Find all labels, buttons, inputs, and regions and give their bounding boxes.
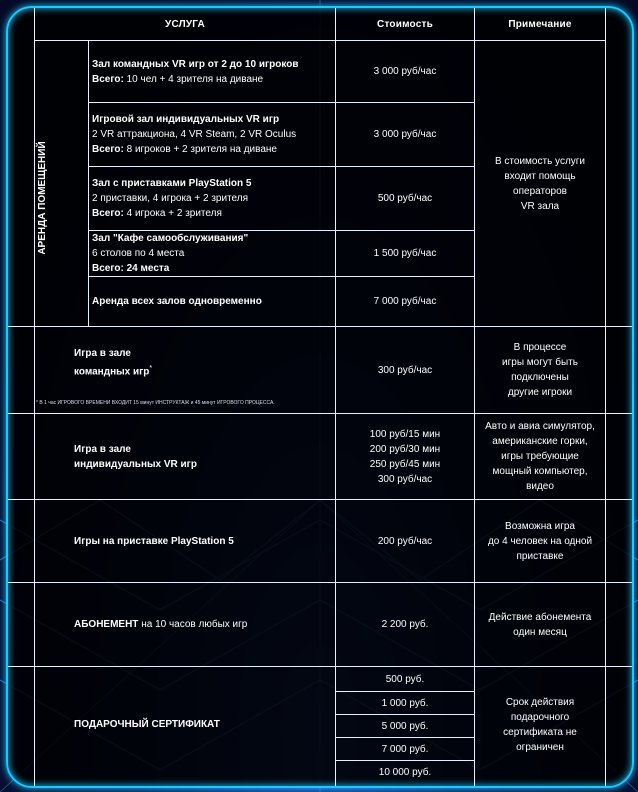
rental-row-1-desc: Зал командных VR игр от 2 до 10 игроков Всего: 10 чел + 4 зрителя на диване bbox=[92, 58, 299, 85]
subscription-title: АБОНЕМЕНТ на 10 часов любых игр bbox=[74, 619, 248, 630]
rental-row-2-price: 3 000 руб/час bbox=[373, 129, 437, 140]
gift-title: ПОДАРОЧНЫЙ СЕРТИФИКАТ bbox=[74, 719, 220, 730]
team-games-price: 300 руб/час bbox=[377, 364, 433, 376]
gift-note: Срок действия подарочного сертификата не ограничен bbox=[503, 696, 577, 753]
rental-row-5-desc: Аренда всех залов одновременно bbox=[92, 296, 262, 307]
rental-section-label: АРЕНДА ПОМЕЩЕНИЙ bbox=[37, 141, 48, 255]
team-games-note: В процессе игры могут быть подключены другие игроки bbox=[502, 342, 578, 398]
individual-games-note: Авто и авиа симулятор, американские горки, игры требующие мощный компьютер, видео bbox=[485, 421, 595, 492]
subscription-price: 2 200 руб. bbox=[381, 619, 429, 630]
rental-row-4-price: 1 500 руб/час bbox=[373, 248, 437, 259]
gift-price-2: 1 000 руб. bbox=[381, 697, 429, 709]
rental-row-1-price: 3 000 руб/час bbox=[373, 66, 437, 77]
rental-row-3-desc: Зал с приставками PlayStation 5 2 приставки, 4 игрока + 2 зрителя Всего: 4 игрока + 2 зрителя bbox=[92, 178, 252, 219]
gift-price-4: 7 000 руб. bbox=[381, 743, 429, 755]
header-service: УСЛУГА bbox=[165, 18, 205, 30]
rental-note: В стоимость услуги входит помощь операторов VR зала bbox=[494, 155, 586, 212]
rental-inner-divider bbox=[88, 40, 89, 326]
table-border-right bbox=[605, 8, 606, 786]
gift-price-1: 500 руб. bbox=[385, 673, 425, 685]
rental-row-5-price: 7 000 руб/час bbox=[373, 296, 437, 307]
rental-row-4-desc: Зал "Кафе самообслуживания" 6 столов по 4 места Всего: 24 места bbox=[92, 233, 249, 274]
rental-row-3-price: 500 руб/час bbox=[377, 193, 433, 204]
rental-row-2-desc: Игровой зал индивидуальных VR игр 2 VR аттракциона, 4 VR Steam, 2 VR Oculus Всего: 8 игроков + 2 зрителя на диване bbox=[92, 114, 297, 155]
price-table-panel bbox=[6, 6, 634, 788]
team-games-footnote: * В 1 час ИГРОВОГО ВРЕМЕНИ ВХОДИТ 15 минут ИНСТРУКТАЖ и 45 минут ИГРОВОГО ПРОЦЕССА. bbox=[36, 400, 275, 406]
header-note: Примечание bbox=[508, 18, 572, 30]
gift-price-3: 5 000 руб. bbox=[381, 720, 429, 732]
team-games-title: Игра в зале командных игр* bbox=[74, 348, 153, 378]
ps5-price: 200 руб/час bbox=[377, 535, 433, 547]
gift-price-5: 10 000 руб. bbox=[378, 766, 432, 778]
header-price: Стоимость bbox=[377, 18, 433, 30]
individual-games-prices: 100 руб/15 мин 200 руб/30 мин 250 руб/45 мин 300 руб/час bbox=[369, 428, 441, 485]
ps5-note: Возможна игра до 4 человек на одной приставке bbox=[487, 520, 593, 562]
subscription-note: Действие абонемента один месяц bbox=[488, 611, 592, 638]
individual-games-title: Игра в зале индивидуальных VR игр bbox=[74, 443, 197, 470]
ps5-title: Игры на приставке PlayStation 5 bbox=[74, 535, 234, 547]
